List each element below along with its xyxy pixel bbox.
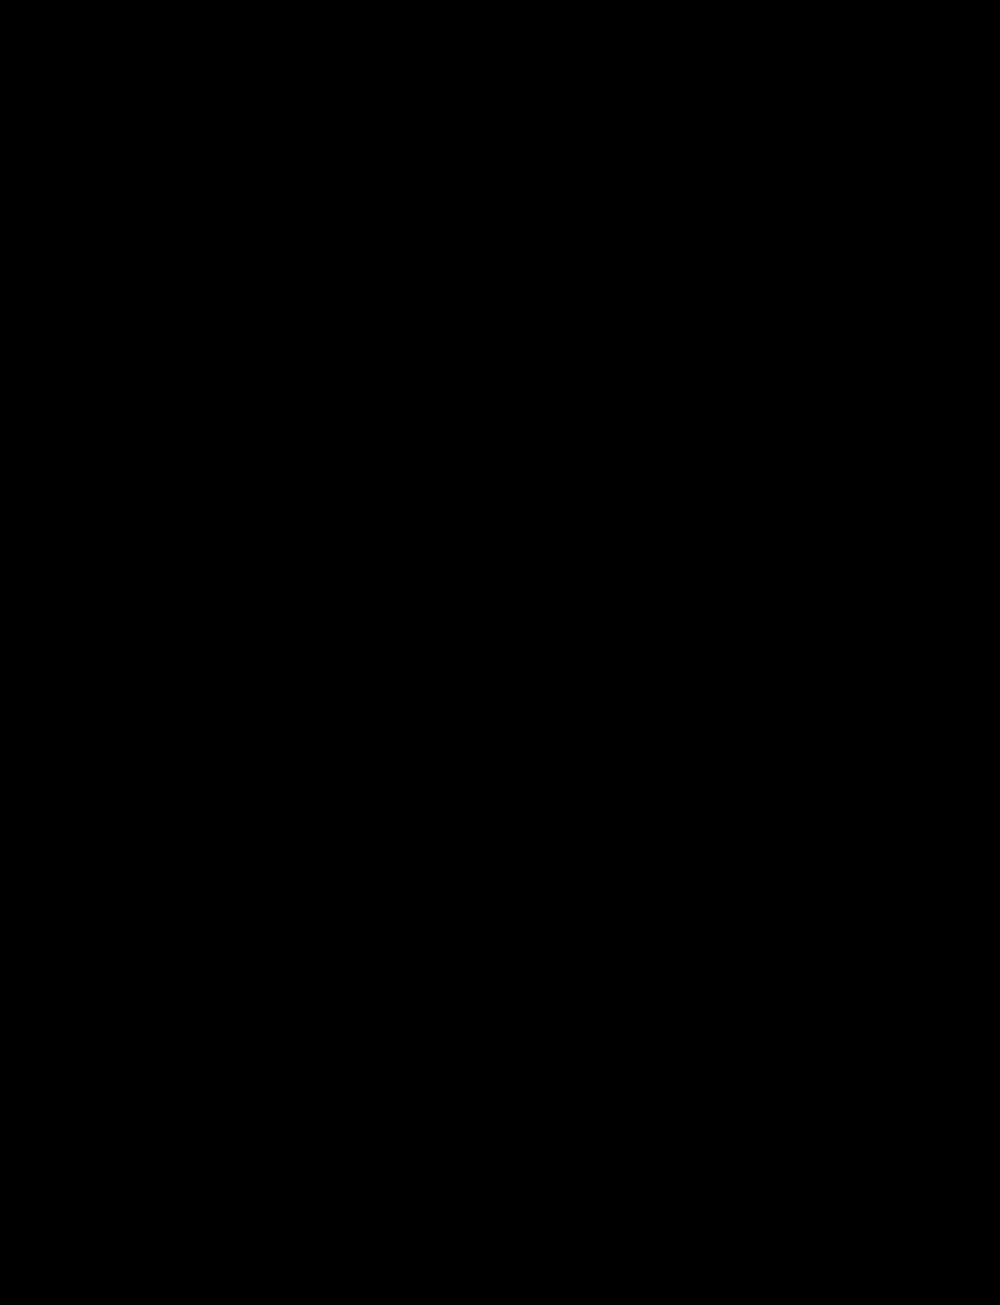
film-frames-photo: [330, 800, 1000, 1245]
